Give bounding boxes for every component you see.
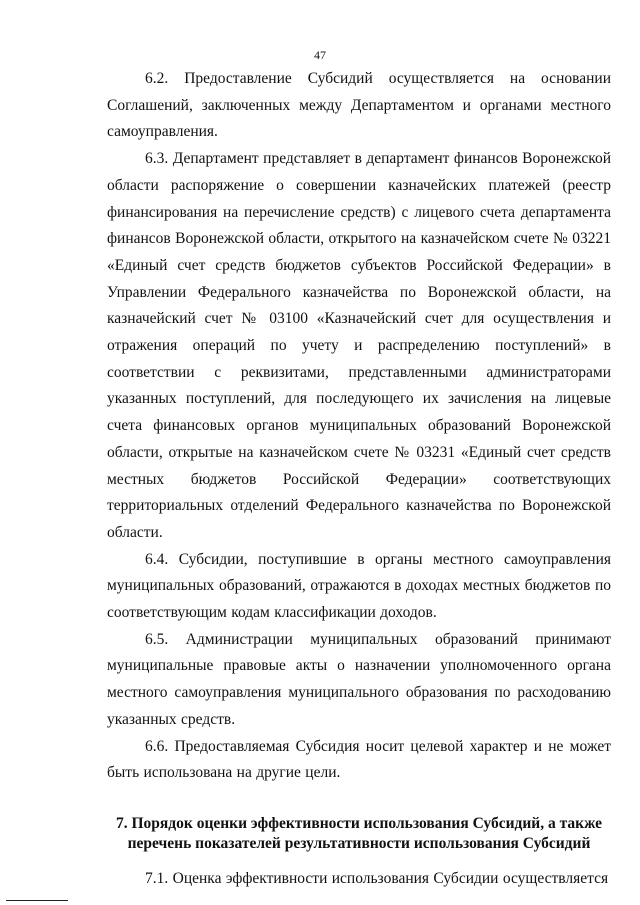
paragraph-6-3: 6.3. Департамент представляет в департамент финансов Воронежской области распоряжение о совершении казначейских платежей (реестр финансирования на перечисление средств) с лицевого счета департамента финансов Воронежской области, открытого на казначейском счете № 03221 «Единый счет средств бюджетов субъектов Российской Федерации» в Управлении Федерального казначейства по Воронежской области, на казначейский счет № 03100 «Казначейский счет для осуществления и отражения операций по учету и распределению поступлений» в соответствии с реквизитами, представленными администраторами указанных поступлений, для последующего их зачисления на лицевые счета финансовых органов муниципальных образований Воронежской области, открытые на казначейском счете № 03231 «Единый счет средств местных бюджетов Российской Федерации» соответствующих территориальных отделений Федерального казначейства по Воронежской области. (107, 150, 611, 541)
paragraph-6-6: 6.6. Предоставляемая Субсидия носит целевой характер и не может быть использована на другие цели. (107, 737, 611, 782)
paragraph-6-2: 6.2. Предоставление Субсидий осуществляется на основании Соглашений, заключенных между Департаментом и органами местного самоуправления. (107, 70, 611, 141)
section-7-heading-line-2: перечень показателей результативности использования Субсидий (127, 834, 591, 852)
paragraph-6-5: 6.5. Администрации муниципальных образований принимают муниципальные правовые акты о назначении уполномоченного органа местного самоуправления муниципального образования по расходованию указанных средств. (107, 630, 611, 728)
footnote-separator-line (6, 900, 68, 901)
paragraph-7-1: 7.1. Оценка эффективности использования Субсидии осуществляется (145, 869, 609, 887)
section-7-heading-line-1: 7. Порядок оценки эффективности использования Субсидий, а также (115, 814, 602, 832)
paragraph-6-4: 6.4. Субсидии, поступившие в органы местного самоуправления муниципальных образований, отражаются в доходах местных бюджетов по соответствующим кодам классификации доходов. (107, 550, 611, 622)
page-number: 47 (314, 48, 326, 62)
document-body (107, 66, 611, 893)
section-7-heading (107, 814, 611, 854)
